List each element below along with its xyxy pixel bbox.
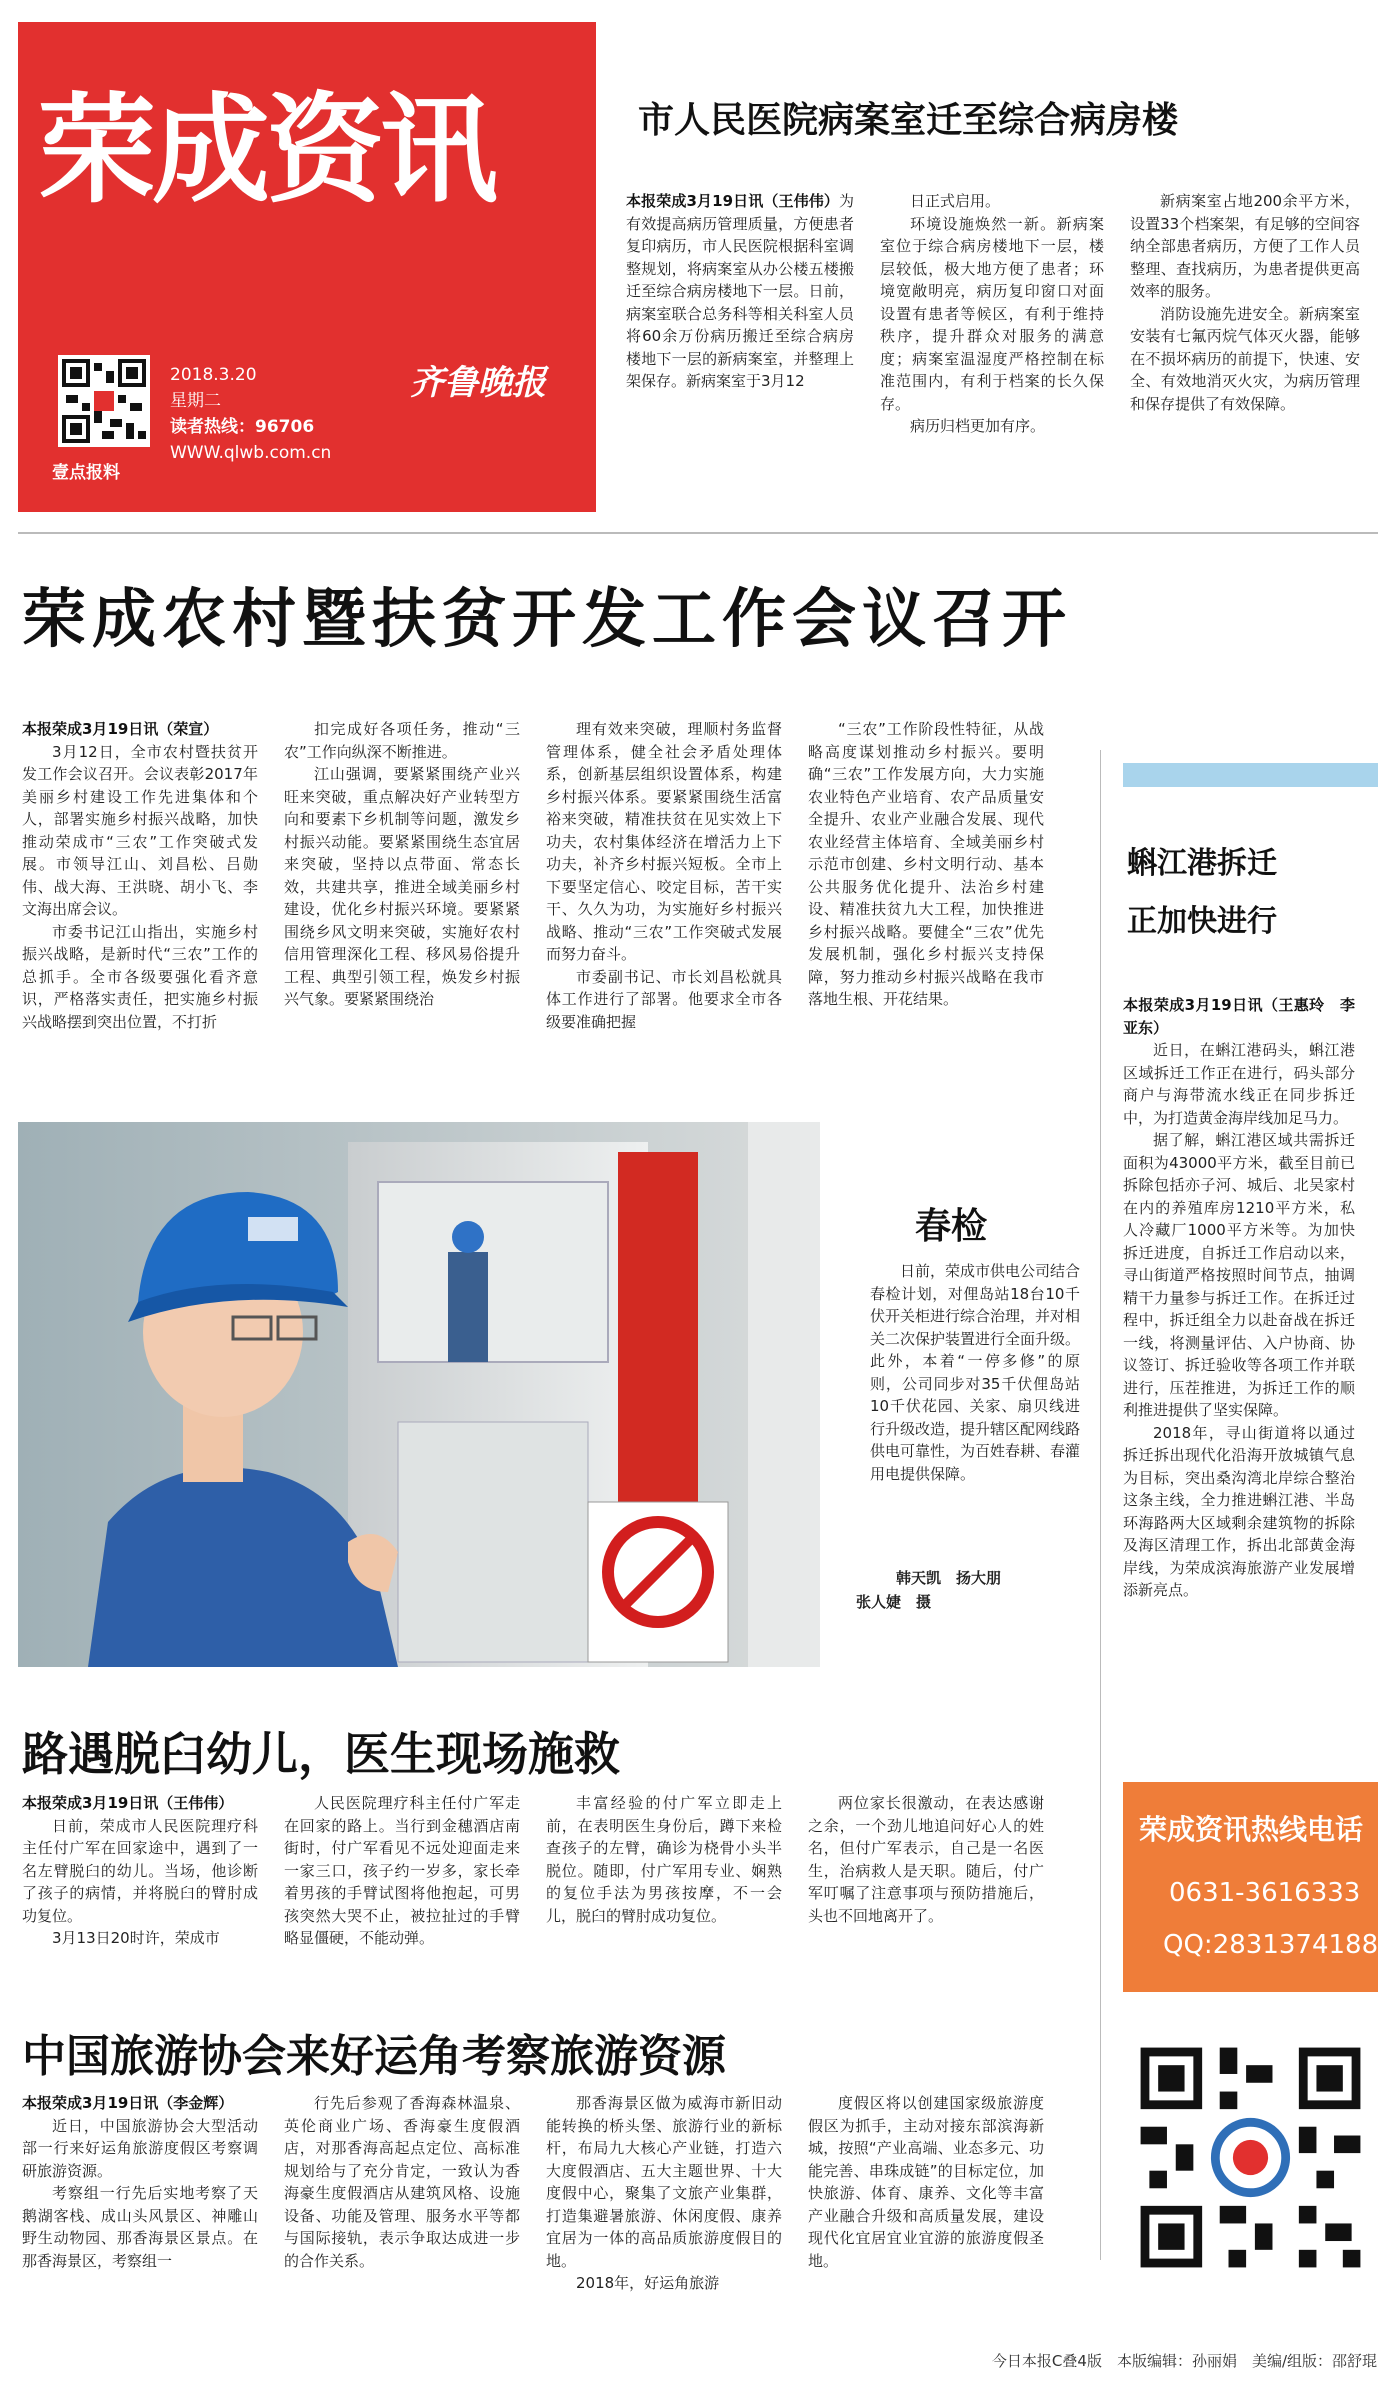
sidebar-byline: 本报荣成3月19日讯（王惠玲 李亚东） [1123,996,1355,1037]
article1-body3 [1130,190,1360,415]
article1-col2 [880,190,1104,512]
article3-body2 [284,1792,520,1950]
hotline-qq: QQ:2831374188 [1163,1930,1379,1960]
photo-story-body: 日前，荣成市供电公司结合春检计划，对俚岛站18台10千伏开关柜进行综合治理，并对相关二次保护装置进行全面升级。此外，本着“一停多修”的原则，公司同步对35千伏俚岛站10千伏花园、关家、扇贝线进行升级改造，提升辖区配网线路供电可靠性，为百姓春耕、春灌用电提供保障。 [870,1262,1080,1483]
article3-byline: 本报荣成3月19日讯（王伟伟） [22,1794,234,1812]
photo-credit-1: 韩天凯 扬大朋 [896,1569,1002,1587]
paragraph: 消防设施先进安全。新病案室安装有七氟丙烷气体灭火器，能够在不损坏病历的前提下，快速、安全、有效地消灭火灾，为病历管理和保存提供了有效保障。 [1130,304,1360,413]
article4-body1 [22,2115,258,2273]
reader-hotline: 读者热线：96706 [170,417,315,437]
photo-credit-2: 张人婕 摄 [856,1593,932,1611]
article4-byline: 本报荣成3月19日讯（李金辉） [22,2094,234,2112]
article2-col3 [546,718,782,1098]
qilu-evening-logo: 齐鲁晚报 [410,363,546,403]
photo-story-text [870,1260,1080,1560]
article2-col4 [808,718,1044,1098]
article3-headline: 路遇脱臼幼儿，医生现场施救 [22,1727,620,1781]
website: WWW.qlwb.com.cn [170,443,332,463]
paragraph: 考察组一行先后实地考察了天鹅湖客栈、成山头风景区、神雕山野生动物园、那香海景区景点。在那香海景区，考察组一 [22,2184,258,2270]
article2-body2 [284,718,520,1011]
paragraph: 江山强调，要紧紧围绕产业兴旺来突破，重点解决好产业转型方向和要素下乡机制等问题，激发乡村振兴动能。要紧紧围绕生态宜居来突破，坚持以点带面、常态长效，共建共享，推进全域美丽乡村建设，优化乡村振兴环境。要紧紧围绕乡风文明来突破，实施好农村信用管理深化工程、移风易俗提升工程、典型引领工程，焕发乡村振兴气象。要紧紧围绕治 [284,765,520,1008]
paragraph: 日正式启用。 [910,192,1001,210]
qr-code [1123,2030,1378,2285]
masthead-qr-label: 壹点报料 [52,463,120,483]
paragraph: 2018年，寻山街道将以通过拆迁拆出现代化沿海开放城镇气息为目标，突出桑沟湾北岸综合整治这条主线，全力推进蝌江港、半岛环海路两大区域剩余建筑物的拆除及海区清理工作，拆出北部黄金海岸线，为荣成滨海旅游产业发展增添新亮点。 [1123,1423,1355,1599]
article1-byline: 本报荣成3月19日讯（王伟伟） [626,192,839,210]
article3-col2 [284,1792,520,1992]
article4-col1 [22,2092,258,2332]
paragraph: 3月12日，全市农村暨扶贫开发工作会议召开。会议表彰2017年美丽乡村建设工作先进集体和个人，部署实施乡村振兴战略，加快推动荣成市“三农”工作突破式发展。市领导江山、刘昌松、吕勋伟、战大海、王洪晓、胡小飞、李文海出席会议。 [22,742,258,918]
article4-col2 [284,2092,520,2332]
article3-col1 [22,1792,258,1992]
paragraph: 据了解，蝌江港区域共需拆迁面积为43000平方米，截至目前已拆除包括亦子河、城后、北吴家村在内的养殖库房1210平方米，私人冷藏厂1000平方米等。为加快拆迁进度，自拆迁工作启动以来，寻山街道严格按照时间节点，抽调精干力量参与拆迁工作。在拆迁过程中，拆迁组全力以赴奋战在拆迁一线，将测量评估、入户协商、协议签订、拆迁验收等各项工作并联进行，压茬推进，为拆迁工作的顺利推进提供了坚实保障。 [1123,1131,1355,1419]
issue-date: 2018.3.20 [170,365,257,385]
paragraph: 病历归档更加有序。 [910,417,1046,435]
paragraph: 环境设施焕然一新。新病案室位于综合病房楼地下一层，楼层较低，极大地方便了患者；环境宽敞明亮，病历复印窗口对面设置有患者等候区，有利于维持秩序，提升群众对服务的满意度；病案室温湿度严格控制在标准范围内，有利于档案的长久保存。 [880,214,1104,413]
hotline-box [1123,1782,1378,1992]
spring-inspection-photo [18,1122,820,1667]
article3-col3 [546,1792,782,1992]
paragraph: 理有效来突破，理顺村务监督管理体系，健全社会矛盾处理体系，创新基层组织设置体系，构建乡村振兴体系。要紧紧围绕生活富裕来突破，精准扶贫在见实效上下功夫，农村集体经济在增活力上下功夫，补齐乡村振兴短板。全市上下要坚定信心、咬定目标，苦干实干、久久为功，为实施好乡村振兴战略、推动“三农”工作突破式发展而努力奋斗。 [546,720,782,963]
paragraph: 两位家长很激动，在表达感谢之余，一个劲儿地追问好心人的姓名，但付广军表示，自己是一名医生，治病救人是天职。随后，付广军叮嘱了注意事项与预防措施后，头也不回地离开了。 [808,1794,1044,1925]
article4-body4 [808,2092,1044,2272]
article2-body1 [22,741,258,1034]
page-footer: 今日本报C叠4版 本版编辑：孙丽娟 美编/组版：邵舒琨 [991,2352,1377,2370]
sidebar-headline-1: 蝌江港拆迁 [1127,846,1277,881]
paragraph: 行先后参观了香海森林温泉、英伦商业广场、香海豪生度假酒店，对那香海高起点定位、高标准规划给与了充分肯定，一致认为香海豪生度假酒店从建筑风格、设施设备、功能及管理、服务水平等都与国际接轨，表示争取达成进一步的合作关系。 [284,2094,520,2270]
article2-body3 [546,718,782,1033]
article3-body4 [808,1792,1044,1927]
paragraph: 近日，中国旅游协会大型活动部一行来好运角旅游度假区考察调研旅游资源。 [22,2116,258,2180]
paragraph: 度假区将以创建国家级旅游度假区为抓手，主动对接东部滨海新城，按照“产业高端、业态多元、功能完善、串珠成链”的目标定位，加快旅游、体育、康养、文化等丰富产业融合升级和高质量发展，建设现代化宜居宜业宜游的旅游度假圣地。 [808,2094,1044,2270]
sidebar-divider [1100,750,1101,2260]
masthead-info [170,362,331,466]
article3-body1 [22,1815,258,1950]
article4-col3 [546,2092,782,2332]
article2-col2 [284,718,520,1098]
paragraph: 市委副书记、市长刘昌松就具体工作进行了部署。他要求全市各级要准确把握 [546,967,782,1031]
paragraph: 新病案室占地200余平方米，设置33个档案架，有足够的空间容纳全部患者病历，方便了工作人员整理、查找病历，为患者提供更高效率的服务。 [1130,192,1360,300]
paragraph: 扣完成好各项任务，推动“三农”工作向纵深不断推进。 [284,720,520,761]
sidebar-headline-2: 正加快进行 [1127,904,1277,939]
article1-col1 [626,190,854,512]
article1-headline: 市人民医院病案室迁至综合病房楼 [638,100,1179,141]
article4-body2 [284,2092,520,2272]
hotline-phone: 0631-3616333 [1169,1878,1361,1908]
article1-col3 [1130,190,1360,512]
article4-body3 [546,2092,782,2295]
paragraph: 2018年，好运角旅游 [576,2274,720,2292]
article1-body1: 为有效提高病历管理质量，方便患者复印病历，市人民医院根据科室调整规划，将病案室从办公楼五楼搬迁至综合病房楼地下一层。日前，病案室联合总务科等相关科室人员将60余万份病历搬迁至综合病房楼地下一层的新病案室，并整理上架保存。新病案室于3月12 [626,192,854,390]
divider [18,532,1378,534]
article4-headline: 中国旅游协会来好运角考察旅游资源 [22,2031,726,2082]
sidebar-color-bar [1123,763,1378,787]
article2-headline: 荣成农村暨扶贫开发工作会议召开 [22,583,1072,657]
paragraph: 丰富经验的付广军立即走上前，在表明医生身份后，蹲下来检查孩子的左臂，确诊为桡骨小头半脱位。随即，付广军用专业、娴熟的复位手法为男孩按摩，不一会儿，脱臼的臂肘成功复位。 [546,1794,782,1925]
paragraph: 那香海景区做为威海市新旧动能转换的桥头堡、旅游行业的新标杆，布局九大核心产业链，打造六大度假酒店、五大主题世界、十大度假中心，聚集了文旅产业集群，打造集避暑旅游、休闲度假、康养宜居为一体的高品质旅游度假目的地。 [546,2094,782,2270]
paragraph: 近日，在蝌江港码头，蝌江港区域拆迁工作正在进行，码头部分商户与海带流水线正在同步拆迁中，为打造黄金海岸线加足马力。 [1123,1041,1355,1127]
article3-col4 [808,1792,1044,1992]
paragraph: “三农”工作阶段性特征，从战略高度谋划推动乡村振兴。要明确“三农”工作发展方向，大力实施农业特色产业培育、农产品质量安全提升、农业产业融合发展、现代农业经营主体培育、全域美丽乡村示范市创建、乡村文明行动、基本公共服务优化提升、法治乡村建设、精准扶贫九大工程，加快推进乡村振兴战略。要健全“三农”优先发展机制，强化乡村振兴支持保障，努力推动乡村振兴战略在我市落地生根、开花结果。 [808,720,1044,1008]
article2-byline: 本报荣成3月19日讯（荣宣） [22,720,219,738]
article2-body4 [808,718,1044,1011]
sidebar-text [1123,1039,1355,1602]
masthead-title: 荣成资讯 [38,81,495,219]
paragraph: 日前，荣成市人民医院理疗科主任付广军在回家途中，遇到了一名左臂脱臼的幼儿。当场，他诊断了孩子的病情，并将脱臼的臂肘成功复位。 [22,1816,258,1925]
photo-story-title: 春检 [915,1206,988,1247]
paragraph: 人民医院理疗科主任付广军走在回家的路上。当行到金穗酒店南街时，付广军看见不远处迎面走来一家三口，孩子约一岁多，家长牵着男孩的手臂试图将他抱起，可男孩突然大哭不止，被拉扯过的手臂略显僵硬，不能动弹。 [284,1794,520,1947]
article3-body3 [546,1792,782,1927]
masthead-qr-code [58,355,150,447]
article1-body2 [880,190,1104,438]
article2-col1 [22,718,258,1098]
paragraph: 3月13日20时许，荣成市 [52,1929,220,1947]
issue-weekday: 星期二 [170,391,221,411]
paragraph: 市委书记江山指出，实施乡村振兴战略，是新时代“三农”工作的总抓手。全市各级要强化看齐意识，严格落实责任，把实施乡村振兴战略摆到突出位置，不打折 [22,922,258,1031]
hotline-title: 荣成资讯热线电话 [1139,1813,1364,1846]
photo-credit [856,1566,1001,1614]
article4-col4 [808,2092,1044,2332]
sidebar-body [1123,994,1355,1734]
